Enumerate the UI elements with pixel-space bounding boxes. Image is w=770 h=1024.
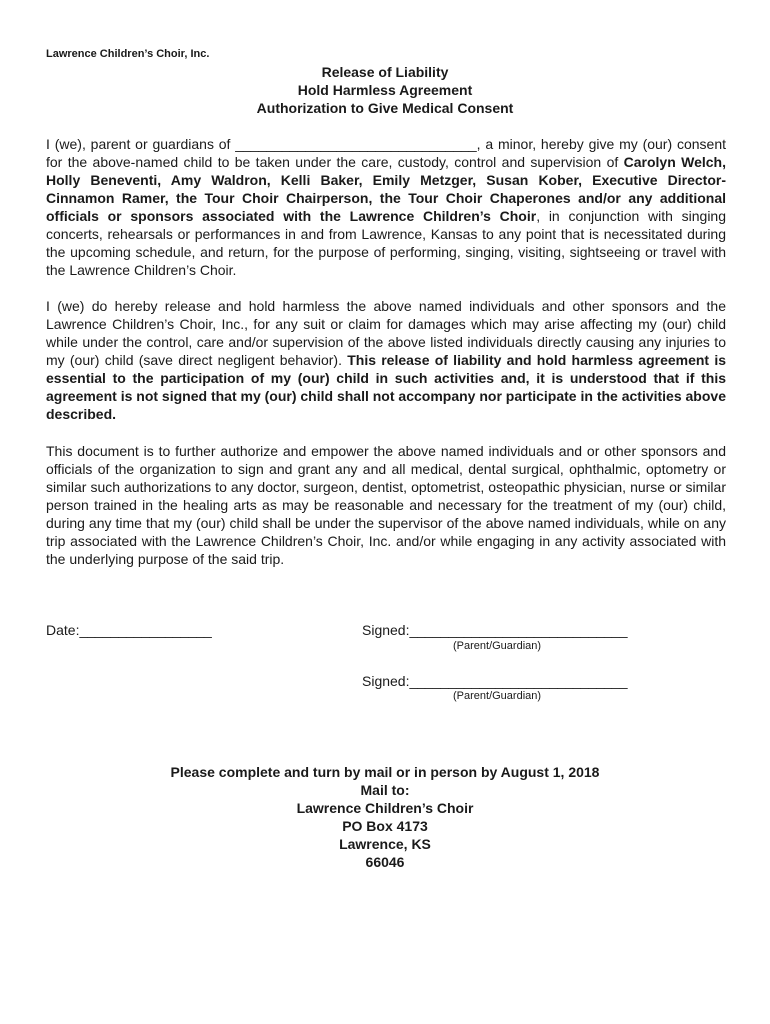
signature-caption-2: (Parent/Guardian) <box>453 690 542 702</box>
signature-caption-1: (Parent/Guardian) <box>453 640 542 652</box>
release-paragraph <box>46 297 726 423</box>
consent-tail-text: , in conjunction with singing concerts, rehearsals or performances in and from Lawrence, Kansas to any point that is necessitated during the upcoming schedule, and return, for the purpose of performing, singing, visiting, sightseeing or travel with the Lawrence Children’s Choir. <box>46 208 726 278</box>
consent-lead-text: I (we), parent or guardians of _______________________________, a minor, hereby give my (our) consent for the above-named child to be taken under the care, custody, control and supervision of <box>46 136 726 170</box>
organization-name: Lawrence Children’s Choir, Inc. <box>46 48 210 60</box>
mail-to-label: Mail to: <box>360 782 410 798</box>
signature-field-1[interactable]: Signed:____________________________ <box>362 622 628 638</box>
title-release-of-liability: Release of Liability <box>321 64 449 80</box>
date-field[interactable]: Date:_________________ <box>46 622 212 638</box>
mailing-instructions <box>0 763 770 871</box>
mail-city-state: Lawrence, KS <box>339 836 431 852</box>
title-medical-consent: Authorization to Give Medical Consent <box>256 100 514 116</box>
release-essential-clause: This release of liability and hold harmless agreement is essential to the participation of my (our) child in such activities and, it is understood that if this agreement is not signed that my (our) child shall not accompany nor participate in the activities above described. <box>46 352 726 422</box>
supervisors-list: Carolyn Welch, Holly Beneventi, Amy Waldron, Kelli Baker, Emily Metzger, Susan Kober, Executive Director- Cinnamon Ramer, the Tour Choir Chairperson, the Tour Choir Chaperones and/or any additional officials or sponsors associated with the Lawrence Children’s Choir <box>46 154 726 224</box>
document-titles <box>0 63 770 117</box>
mail-zip: 66046 <box>365 854 405 870</box>
signature-field-2[interactable]: Signed:____________________________ <box>362 673 628 689</box>
title-hold-harmless: Hold Harmless Agreement <box>297 82 473 98</box>
medical-authorization-paragraph: This document is to further authorize and empower the above named individuals and or other sponsors and officials of the organization to sign and grant any and all medical, dental surgical, ophthalmic, optometry or similar such authorizations to any doctor, surgeon, dentist, optometrist, osteopathic physician, nurse or similar person trained in the healing arts as may be reasonable and necessary for the treatment of my (our) child, during any time that my (our) child shall be under the supervisor of the above named individuals, while on any trip associated with the Lawrence Children’s Choir, Inc. and/or while engaging in any activity associated with the underlying purpose of the said trip. <box>46 443 726 567</box>
consent-paragraph <box>46 135 726 279</box>
return-deadline: Please complete and turn by mail or in person by August 1, 2018 <box>170 764 600 780</box>
release-lead-text: I (we) do hereby release and hold harmless the above named individuals and other sponsors and the Lawrence Children’s Choir, Inc., for any suit or claim for damages which may arise affecting my (our) child while under the control, care and/or supervision of the above listed individuals directly causing any injuries to my (our) child (save direct negligent behavior). <box>46 298 726 368</box>
mail-recipient: Lawrence Children’s Choir <box>296 800 474 816</box>
mail-po-box: PO Box 4173 <box>342 818 428 834</box>
